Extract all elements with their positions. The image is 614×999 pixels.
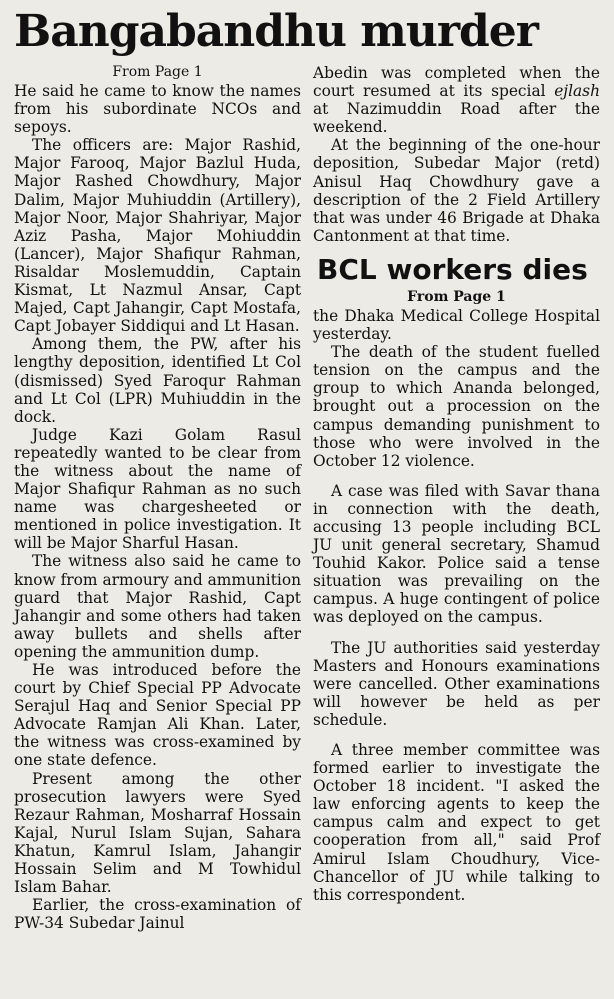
column-left	[14, 64, 301, 932]
paragraph: Earlier, the cross-examination of PW-34 Subedar Jainul	[14, 896, 301, 933]
paragraph: Judge Kazi Golam Rasul repeatedly wanted to be clear from the witness about the name of Major Shafiqur Rahman as no such name was chargesheeted or mentioned in police investigation. It will be Major Sharful Hasan.	[14, 425, 301, 553]
column-right	[313, 64, 600, 932]
paragraph: He was introduced before the court by Chief Special PP Advocate Serajul Haq and Senior Special PP Advocate Ramjan Ali Khan. Later, the witness was cross-examined by one state defence.	[14, 661, 301, 770]
paragraph: Among them, the PW, after his lengthy deposition, identified Lt Col (dismissed) Syed Faroqur Rahman and Lt Col (LPR) Muhiuddin in the dock.	[14, 335, 301, 426]
from-page-label: From Page 1	[407, 288, 506, 305]
paragraph: A case was filed with Savar thana in connection with the death, accusing 13 people including BCL JU unit general secretary, Shamud Touhid Kakor. Police said a tense situation was prevailing on the campus. A huge contingent of police was deployed on the campus.	[313, 481, 600, 627]
continued-text-a: Abedin was completed when the court resumed at its special	[313, 64, 600, 101]
continued-text-italic: ejlash	[554, 82, 600, 101]
sub-headline: BCL workers dies	[317, 252, 588, 286]
from-page-label: From Page 1	[112, 64, 203, 80]
paragraph: He said he came to know the names from his subordinate NCOs and sepoys.	[14, 82, 301, 137]
paragraph: The officers are: Major Rashid, Major Farooq, Major Bazlul Huda, Major Rashed Chowdhury, Major Dalim, Major Muhiuddin (Artillery), Major Noor, Major Shahriyar, Major Aziz Pasha, Major Mohiuddin (Lancer), Major Shafiqur Rahman, Risaldar Moslemuddin, Captain Kismat, Lt Nazmul Ansar, Capt Majed, Capt Jahangir, Capt Mostafa, Capt Jobayer Siddiqui and Lt Hasan.	[14, 136, 301, 336]
continued-text-b: at Nazimuddin Road after the weekend.	[313, 100, 600, 137]
paragraph: Present among the other prosecution lawyers were Syed Rezaur Rahman, Mosharraf Hossain Kajal, Nurul Islam Sujan, Sahara Khatun, Kamrul Islam, Jahangir Hossain Selim and M Towhidul Islam Bahar.	[14, 769, 301, 897]
paragraph: The JU authorities said yesterday Masters and Honours examinations were cancelled. Other examinations will however be held as per schedule.	[313, 638, 600, 729]
headline: Bangabandhu murder	[14, 6, 538, 57]
paragraph: The death of the student fuelled tension on the campus and the group to which Ananda belonged, brought out a procession on the campus demanding punishment to those who were involved in the October 12 violence.	[313, 343, 600, 470]
columns	[14, 64, 600, 932]
paragraph: the Dhaka Medical College Hospital yesterday.	[313, 306, 600, 344]
paragraph: The witness also said he came to know from armoury and ammunition guard that Major Rashid, Capt Jahangir and some others had taken away bullets and shells after opening the ammunition dump.	[14, 552, 301, 661]
continued-paragraph	[313, 64, 600, 136]
paragraph: At the beginning of the one-hour deposition, Subedar Major (retd) Anisul Haq Chowdhury gave a description of the 2 Field Artillery that was under 46 Brigade at Dhaka Cantonment at that time.	[313, 136, 600, 245]
paragraph: A three member committee was formed earlier to investigate the October 18 incident. "I asked the law enforcing agents to keep the campus calm and expect to get cooperation from all," said Prof Amirul Islam Choudhury, Vice-Chancellor of JU while talking to this correspondent.	[313, 741, 600, 904]
